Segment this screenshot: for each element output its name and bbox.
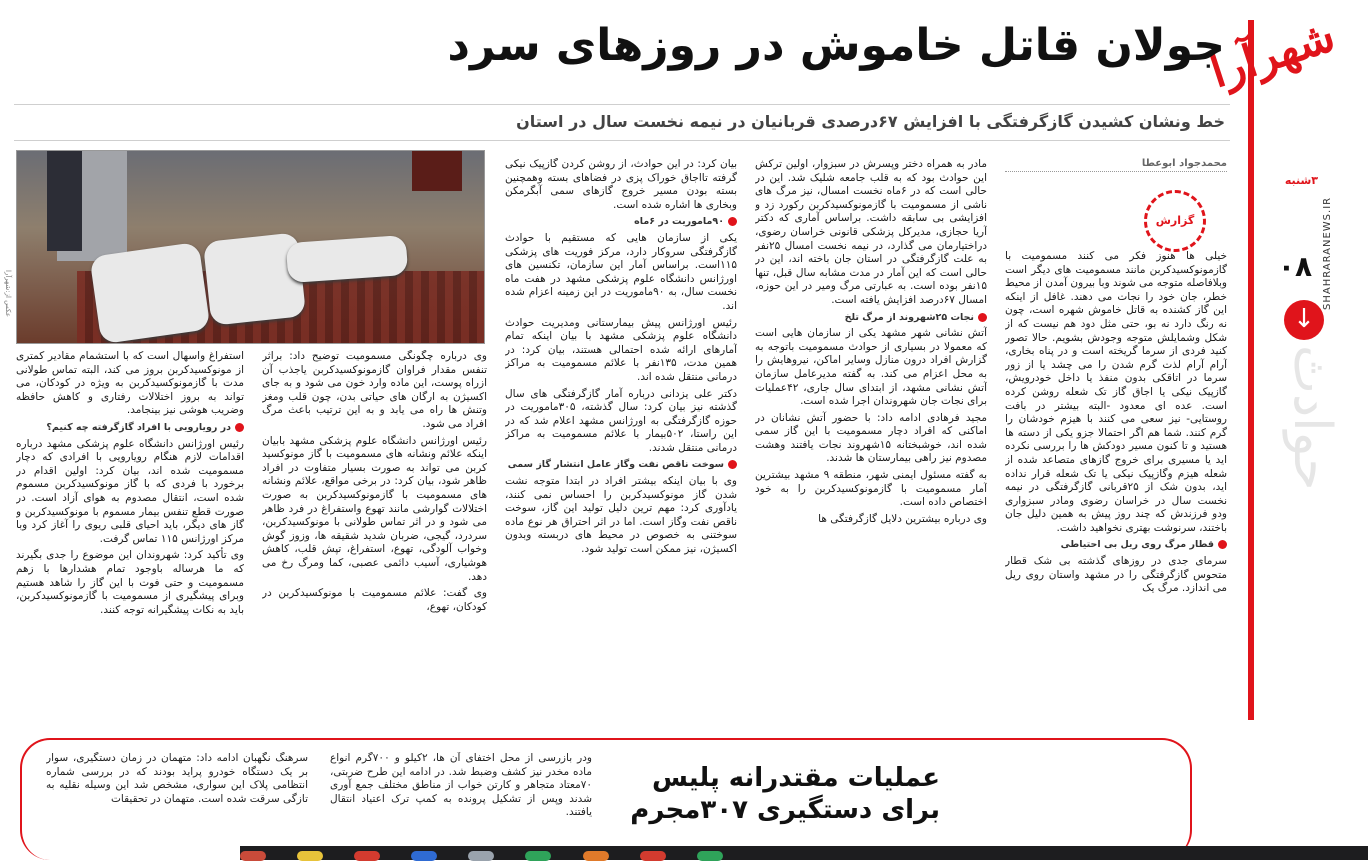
paragraph: وی گفت: علائم مسمومیت با مونوکسیدکربن در کودکان، تهوع،	[262, 587, 487, 613]
photo-body-bag	[286, 235, 408, 283]
paragraph: رئیس اورژانس پیش بیمارستانی ومدیریت حوادث دانشگاه علوم پزشکی مشهد با بیان اینکه تمام آمارهای ارائه شده احتمالی هستند، بیان کرد: در همین مدت، ۱۳۵نفر با علائم مسمومیت به مراکز درمانی منتقل شده اند.	[505, 316, 737, 383]
page-number: ۰۸	[1277, 250, 1313, 283]
os-taskbar	[240, 846, 1368, 860]
photo-legs	[47, 151, 82, 251]
bottom-title-line-1: عملیات مقتدرانه پلیس	[651, 763, 940, 793]
paragraph: مادر به همراه دختر وپسرش در سبزوار، اولین ترکش این حوادث بود که به قلب جامعه شلیک شد. این در حالی است که در ۶ماه نخست امسال، نیز مرگ های ناشی از مسمومیت با گازمونوکسیدکربن رکورد زد و افزایشی بی سابقه داشت. براساس آماری که دکتر آریا حجازی، مدیرکل پزشکی قانونی خراسان رضوی، دراختیارمان می گذارد، در نیمه نخست امسال ۲۵نفر به علت گازگرفتگی در استان جان باخته اند، این در حالی است که این آمار در مدت مشابه سال قبل، تنها ۱۵نفر بوده است. به عبارتی مرگ ومیر در این حوزه، امسال ۶۷درصد افزایش یافته است.	[755, 158, 987, 306]
paragraph: دکتر علی یزدانی درباره آمار گازگرفتگی های سال گذشته نیز بیان کرد: سال گذشته، ۳۰۵ماموریت در حوزه گازگرفتگی به اورژانس مشهد اعلام شد که در این راستا، ۵۰۲بیمار با علائم مسمومیت به مراکز درمانی منتقل شدند.	[505, 387, 737, 454]
paragraph: خیلی ها هنوز فکر می کنند مسمومیت با گازمونوکسیدکربن مانند مسمومیت های دیگر است وبلافاصله متوجه می شوند وبا بیرون آمدن از محیط خطر، جان خود را نجات می دهند. غافل از اینکه این گاز کشنده به قاتل خاموش شهره است، چون نه رنگ دارد نه بو، حتی مثل دود هم نیست که از شکل وشمایلش متوجه وجودش بشویم. حالا تصور کنید فردی از سرما گریخته است و در پناه بخاری، آرام آرام لذت گرم شدن را می چشد یا از زور سرما در اتاقکی بدون منفذ یا داخل خودرویش، گازپیک نیکی یا اجاق گاز تک شعله روشن کرده است. عده ای معدود -البته بیشتر در بافت روستایی- نیز سعی می کنند با هیزم خودشان را گرم کنند. شما هم اگر احتمالا جزو یکی از دسته ها هستید و تا کنون مسیر دودکش ها را بررسی نکرده اید یا مسیری برای خروج گازهای متصاعد شده از شعله هیزم وگازپیک نیکی یا تک شعله قرار نداده اید، بدون شک از ۲۵قربانی گازگرفتگی در نیمه نخست سال در خراسان رضوی ومادر سبزواری ودو فرزندش که چند روز پیش به همین دلیل جان باختند، سرنوشت بهتری نخواهید داشت.	[1005, 250, 1227, 534]
subheading	[505, 458, 737, 472]
arrow-down-icon: ↓	[1284, 300, 1324, 340]
report-badge: گزارش	[1144, 190, 1206, 252]
section-name: حوادث	[1282, 345, 1342, 491]
shahrara-logo: شهرآرا	[1204, 10, 1341, 99]
paragraph: استفراغ واسهال است که با استشمام مقادیر کمتری از مونوکسیدکربن بروز می کند، البته تماس طولانی مدت با گازمونوکسیدکربن به ویژه در کودکان، می تواند به بروز اختلالات رفتاری و کاهش حافظه وضریب هوشی نیز بینجامد.	[16, 350, 244, 417]
byline: محمدجواد ابوعطا	[1005, 158, 1227, 172]
column-1	[1005, 250, 1227, 720]
photo-body-bag	[89, 242, 210, 344]
column-3	[505, 158, 737, 718]
article-subhead: خط ونشان کشیدن گازگرفتگی با افزایش ۶۷درصدی قربانیان در نیمه نخست سال در استان	[516, 112, 1225, 131]
bottom-story-title	[610, 762, 940, 826]
photo-firemen	[412, 151, 462, 191]
subheading-text: نجات ۲۵شهروند از مرگ تلخ	[844, 311, 974, 323]
column-1-intro	[1005, 178, 1140, 250]
bottom-title-line-2: برای دستگیری ۳۰۷مجرم	[630, 795, 940, 825]
article-headline: جولان قاتل خاموش در روزهای سرد	[447, 20, 1225, 71]
subheading	[1005, 538, 1227, 552]
headline-rule	[14, 104, 1230, 105]
paragraph: بیان کرد: در این حوادث، از روشن کردن گازپیک نیکی گرفته تااجاق خوراک پزی در فضاهای بسته وهمچنین بسته بودن مسیر خروج گازهای سمی آبگرمکن وبخاری ها اشاره شده است.	[505, 158, 737, 211]
photo-credit: عکس از:شهرآرا	[4, 270, 12, 318]
paragraph: به گفته مسئول ایمنی شهر، منطقه ۹ مشهد بیشترین آمار مسمومیت با گازمونوکسیدکربن را به خود اختصاص داده است.	[755, 469, 987, 509]
subheading	[505, 215, 737, 229]
paragraph: وی درباره بیشترین دلایل گازگرفتگی ها	[818, 512, 987, 525]
paragraph: وی درباره چگونگی مسمومیت توضیح داد: براثر تنفس مقدار فراوان گازمونوکسیدکربن یاجذب آن ازراه پوست، این ماده وارد خون می شود و به جای اکسیژن به ارگان های حیاتی بدن، چون قلب ومغز وتنش ها راه می یابد و به این ترتیب باعث مرگ افراد می شود.	[262, 350, 487, 430]
site-address: SHAHRARANEWS.IR	[1322, 196, 1333, 310]
bottom-column-a: ودر بازرسی از محل اختفای آن ها، ۲کیلو و ۷۰۰گرم انواع ماده مخدر نیز کشف وضبط شد. در ادامه این طرح ضربتی، ۷۰معتاد متجاهر و کارتن خواب از مناطق مختلف جمع آوری شدند وپس از تشکیل پرونده به کمپ ترک اعتیاد انتقال یافتند.	[330, 752, 592, 818]
column-4	[262, 350, 487, 718]
paragraph: رئیس اورژانس دانشگاه علوم پزشکی مشهد درباره اقدامات لازم هنگام رویارویی با افرادی که دچار مسمومیت شده اند، بیان کرد: اولین اقدام در برخورد با فردی که با گاز مونوکسیدکربن مسموم شده است، انتقال مصدوم به هوای آزاد است. در صورت قطع تنفس بیمار مسموم با مونوکسیدکربن و گاز های دیگر، باید احیای قلبی ریوی را آغاز کرد وبا مرکز اورژانس ۱۱۵ تماس گرفت.	[16, 437, 244, 545]
bottom-column-b: سرهنگ نگهبان ادامه داد: متهمان در زمان دستگیری، سوار بر یک دستگاه خودرو پراید بودند که در بررسی شماره انتظامی پلاک این سواری، مشخص شد این وسیله نقلیه به تازگی سرقت شده است. متهمان در تحقیقات	[46, 752, 308, 805]
paragraph: مجید فرهادی ادامه داد: با حضور آتش نشانان در اماکنی که افراد دچار مسمومیت با این گاز سمی شده اند، خوشبختانه ۱۵شهروند نجات یافتند وهشت مصدوم نیز راهی بیمارستان ها شدند.	[755, 411, 987, 465]
paragraph: یکی از سازمان هایی که مستقیم با حوادث گازگرفتگی سروکار دارد، مرکز فوریت های پزشکی ۱۱۵است. براساس آمار این سازمان، تکنسین های اورژانس دانشگاه علوم پزشکی مشهد در هفت ماه نخست سال، به ۹۰ماموریت در این زمینه اعزام شده اند.	[505, 231, 737, 312]
bullet-icon	[235, 423, 244, 432]
subhead-rule	[14, 140, 1230, 141]
issue-date	[1266, 175, 1318, 211]
article-photo	[16, 150, 485, 344]
paragraph: رئیس اورژانس دانشگاه علوم پزشکی مشهد بابیان اینکه علائم ونشانه های مسمومیت با گاز مونوکسید کربن می تواند به صورت بسیار متفاوت در افراد ظاهر شود، بیان کرد: در برخی مواقع، علائم ونشانه های مسمومیت با گازمونوکسیدکربن به صورت اختلالات گوارشی مانند تهوع واستفراغ در فرد ظاهر می شود و در اثر تماس طولانی با مونوکسیدکربن، سردرد، گیجی، ضربان شدید شقیقه ها، وزوز گوش وخواب آلودگی، تهوع، استفراغ، تپش قلب، کاهش هوشیاری، آسیب دائمی عصبی، کما ومرگ رخ می دهد.	[262, 434, 487, 583]
bullet-icon	[728, 217, 737, 226]
bullet-icon	[1218, 540, 1227, 549]
subheading-text: قطار مرگ روی ریل بی احتیاطی	[1060, 539, 1214, 551]
masthead-divider	[1248, 20, 1254, 720]
paragraph: آتش نشانی شهر مشهد یکی از سازمان هایی است که معمولا در بسیاری از حوادث مسمومیت باتوجه به گزارش افراد درون منازل وسایر اماکن، نیروهایش را به محل اعزام می کند. به گفته مدیرعامل سازمان آتش نشانی مشهد، از ابتدای سال جاری، ۴۲عملیات برای نجات جان شهروندان اجرا شده است.	[755, 327, 987, 408]
subheading	[16, 421, 244, 435]
subheading	[755, 311, 987, 325]
column-5	[16, 350, 244, 718]
bullet-icon	[728, 460, 737, 469]
subheading-text: در رویارویی با افراد گازگرفته چه کنیم؟	[46, 421, 231, 433]
subheading-text: ۹۰ماموریت در ۶ماه	[634, 216, 724, 228]
column-2	[755, 158, 987, 718]
paragraph: وی با بیان اینکه بیشتر افراد در ابتدا متوجه نشت شدن گاز مونوکسیدکربن را احساس نمی کنند، یادآوری کرد: مهم ترین دلیل تولید این گاز، سوخت ناقص نفت وگاز است. اما در اثر احتراق هر نوع ماده سوختنی به خصوص در محیط های دربسته وبدون اکسیژن، نیز ممکن است تولید شود.	[505, 475, 737, 556]
paragraph: سرمای جدی در روزهای گذشته بی شک قطار متحوس گازگرفتگی را در مشهد واستان روی ریل می اندازد. مرگ یک	[1005, 555, 1227, 595]
weekday: ۳شنبه	[1284, 174, 1318, 187]
subheading-text: سوخت ناقص نفت وگاز عامل انتشار گاز سمی	[507, 459, 724, 471]
bullet-icon	[978, 313, 987, 322]
paragraph: وی تأکید کرد: شهروندان این موضوع را جدی بگیرند که ما هرساله باوجود تمام هشدارها با زهم مسمومیت و حتی فوت با این گاز را شاهد هستیم وبرای پیشگیری از مسمومیت با گازمونوکسیدکربن، باید به نکات پیشگیرانه توجه کنند.	[16, 549, 244, 616]
